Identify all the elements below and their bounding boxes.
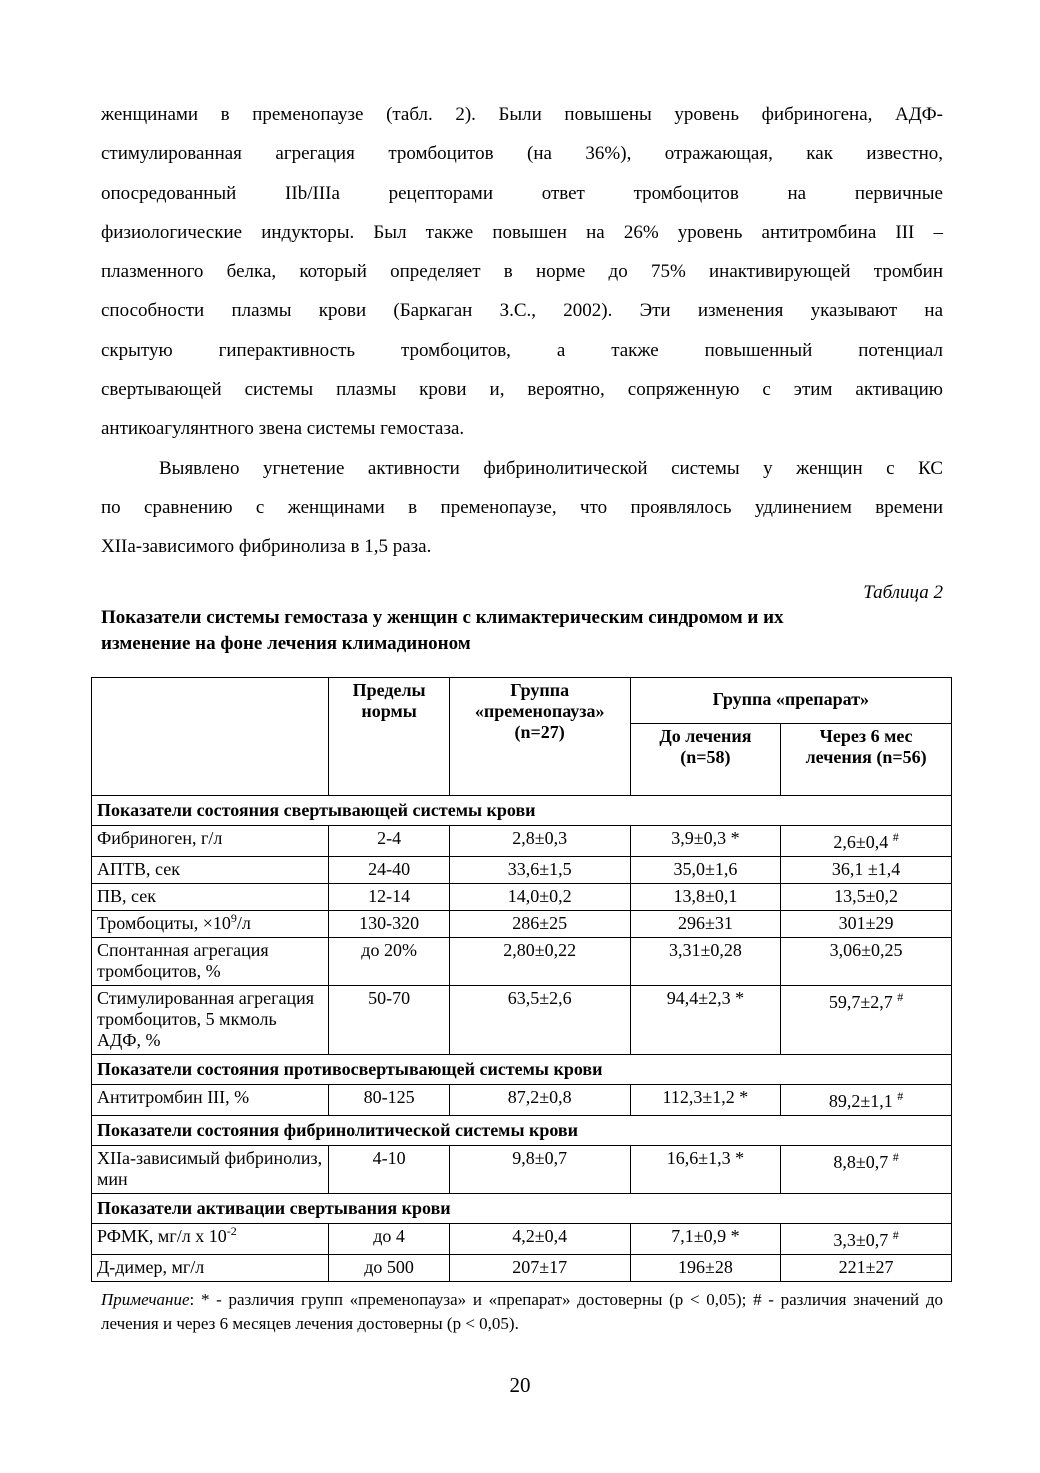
before-cell: 35,0±1,6	[630, 856, 781, 883]
premenopause-cell: 14,0±0,2	[449, 883, 630, 910]
after-cell	[781, 1223, 952, 1254]
table-title-line: Показатели системы гемостаза у женщин с климактерическим синдромом и их	[101, 606, 784, 628]
after-value: 89,2±1,1	[828, 1090, 893, 1111]
paragraph-line: плазменного белка, который определяет в норме до 75% инактивирующей тромбин	[101, 261, 943, 283]
table-row	[92, 883, 952, 910]
premenopause-cell: 286±25	[449, 910, 630, 937]
row-name-text: РФМК, мг/л х 10	[97, 1225, 227, 1246]
table-row	[92, 910, 952, 937]
row-name: ПВ, сек	[92, 883, 329, 910]
row-name: Антитромбин III, %	[92, 1084, 329, 1115]
after-cell: 13,5±0,2	[781, 883, 952, 910]
table-row	[92, 1223, 952, 1254]
paragraph-line: опосредованный IIb/IIIa рецепторами ответ тромбоцитов на первичные	[101, 182, 943, 204]
before-cell: 7,1±0,9 *	[630, 1223, 781, 1254]
after-value: 8,8±0,7	[833, 1151, 889, 1172]
note-label: Примечание	[101, 1289, 190, 1309]
hemostasis-table	[91, 677, 952, 1282]
table-row	[92, 937, 952, 985]
paragraph-line: женщинами в пременопаузе (табл. 2). Были повышены уровень фибриногена, АДФ-	[101, 104, 943, 125]
after-cell	[781, 1084, 952, 1115]
row-name: Стимулированная агрегация тромбоцитов, 5 мкмоль АДФ, %	[92, 985, 329, 1054]
after-cell: 301±29	[781, 910, 952, 937]
note-text: : * - различия групп «пременопауза» и «препарат» достоверны (р < 0,05); # - различия значений до лечения и через 6 месяцев лечения достоверны (р < 0,05).	[101, 1289, 943, 1333]
norm-cell: 2-4	[329, 825, 449, 856]
row-name-text: Тромбоциты, ×10	[97, 912, 231, 933]
norm-cell: 80-125	[329, 1084, 449, 1115]
premenopause-cell: 2,80±0,22	[449, 937, 630, 985]
table-title	[101, 605, 943, 657]
before-cell: 16,6±1,3 *	[630, 1145, 781, 1193]
after-value: 2,6±0,4	[833, 831, 889, 852]
table-row	[92, 1254, 952, 1281]
section-header: Показатели состояния свертывающей системы крови	[92, 795, 952, 825]
table-row	[92, 1145, 952, 1193]
premenopause-cell: 63,5±2,6	[449, 985, 630, 1054]
header-drug-group: Группа «препарат»	[630, 677, 951, 723]
paragraph-line: стимулированная агрегация тромбоцитов (на 36%), отражающая, как известно,	[101, 143, 943, 165]
after-value: 59,7±2,7	[828, 991, 893, 1012]
row-name: Фибриноген, г/л	[92, 825, 329, 856]
norm-cell: 12-14	[329, 883, 449, 910]
norm-cell: 130-320	[329, 910, 449, 937]
row-name-exponent: -2	[226, 1223, 237, 1238]
significance-mark: #	[897, 989, 904, 1004]
premenopause-cell: 4,2±0,4	[449, 1223, 630, 1254]
after-cell: 36,1 ±1,4	[781, 856, 952, 883]
table-title-line: изменение на фоне лечения климадиноном	[101, 632, 471, 654]
after-cell	[781, 825, 952, 856]
before-cell: 112,3±1,2 *	[630, 1084, 781, 1115]
row-name	[92, 1223, 329, 1254]
table-note	[101, 1288, 943, 1336]
row-name	[92, 910, 329, 937]
paragraph-line: свертывающей системы плазмы крови и, вероятно, сопряженную с этим активацию	[101, 379, 943, 401]
row-name: АПТВ, сек	[92, 856, 329, 883]
norm-cell: 24-40	[329, 856, 449, 883]
before-cell: 3,9±0,3 *	[630, 825, 781, 856]
significance-mark: #	[897, 1088, 904, 1103]
norm-cell: 50-70	[329, 985, 449, 1054]
table-label: Таблица 2	[863, 581, 943, 603]
section-header: Показатели активации свертывания крови	[92, 1193, 952, 1223]
premenopause-cell: 33,6±1,5	[449, 856, 630, 883]
row-name-unit: /л	[236, 912, 251, 933]
header-empty-cell	[92, 677, 329, 795]
paragraph-line: физиологические индукторы. Был также повышен на 26% уровень антитромбина III –	[101, 221, 943, 243]
before-cell: 3,31±0,28	[630, 937, 781, 985]
row-name: Д-димер, мг/л	[92, 1254, 329, 1281]
paragraph-line: Выявлено угнетение активности фибринолитической системы у женщин с КС	[159, 457, 943, 479]
significance-mark: #	[892, 829, 899, 844]
premenopause-cell: 9,8±0,7	[449, 1145, 630, 1193]
premenopause-cell: 87,2±0,8	[449, 1084, 630, 1115]
row-name: XIIa-зависимый фибринолиз, мин	[92, 1145, 329, 1193]
after-cell: 221±27	[781, 1254, 952, 1281]
table-row	[92, 856, 952, 883]
norm-cell: до 500	[329, 1254, 449, 1281]
norm-cell: до 20%	[329, 937, 449, 985]
table-row	[92, 985, 952, 1054]
after-cell: 3,06±0,25	[781, 937, 952, 985]
section-header: Показатели состояния противосвертывающей системы крови	[92, 1054, 952, 1084]
table-row	[92, 825, 952, 856]
after-cell	[781, 1145, 952, 1193]
section-header: Показатели состояния фибринолитической системы крови	[92, 1115, 952, 1145]
header-after-treatment: Через 6 мес лечения (n=56)	[781, 723, 952, 795]
paragraph-line: скрытую гиперактивность тромбоцитов, а также повышенный потенциал	[101, 339, 943, 361]
page-number: 20	[509, 1373, 531, 1397]
norm-cell: 4-10	[329, 1145, 449, 1193]
row-name: Спонтанная агрегация тромбоцитов, %	[92, 937, 329, 985]
header-before-treatment: До лечения (n=58)	[630, 723, 781, 795]
significance-mark: #	[892, 1227, 899, 1242]
before-cell: 196±28	[630, 1254, 781, 1281]
table-row	[92, 1084, 952, 1115]
premenopause-cell: 207±17	[449, 1254, 630, 1281]
header-premenopause: Группа «пременопауза» (n=27)	[449, 677, 630, 795]
premenopause-cell: 2,8±0,3	[449, 825, 630, 856]
page-body	[97, 95, 943, 1336]
after-value: 3,3±0,7	[833, 1229, 889, 1250]
row-name-exponent: 9	[230, 910, 237, 925]
norm-cell: до 4	[329, 1223, 449, 1254]
paragraph-line: XIIa-зависимого фибринолиза в 1,5 раза.	[101, 536, 432, 558]
paragraph-line: способности плазмы крови (Баркаган З.С., 2002). Эти изменения указывают на	[101, 300, 943, 322]
after-cell	[781, 985, 952, 1054]
before-cell: 296±31	[630, 910, 781, 937]
before-cell: 13,8±0,1	[630, 883, 781, 910]
significance-mark: #	[892, 1149, 899, 1164]
paragraph-line: по сравнению с женщинами в пременопаузе, что проявлялось удлинением времени	[101, 496, 943, 518]
header-norm: Пределы нормы	[329, 677, 449, 795]
paragraph-line: антикоагулянтного звена системы гемостаза.	[101, 418, 465, 440]
before-cell: 94,4±2,3 *	[630, 985, 781, 1054]
